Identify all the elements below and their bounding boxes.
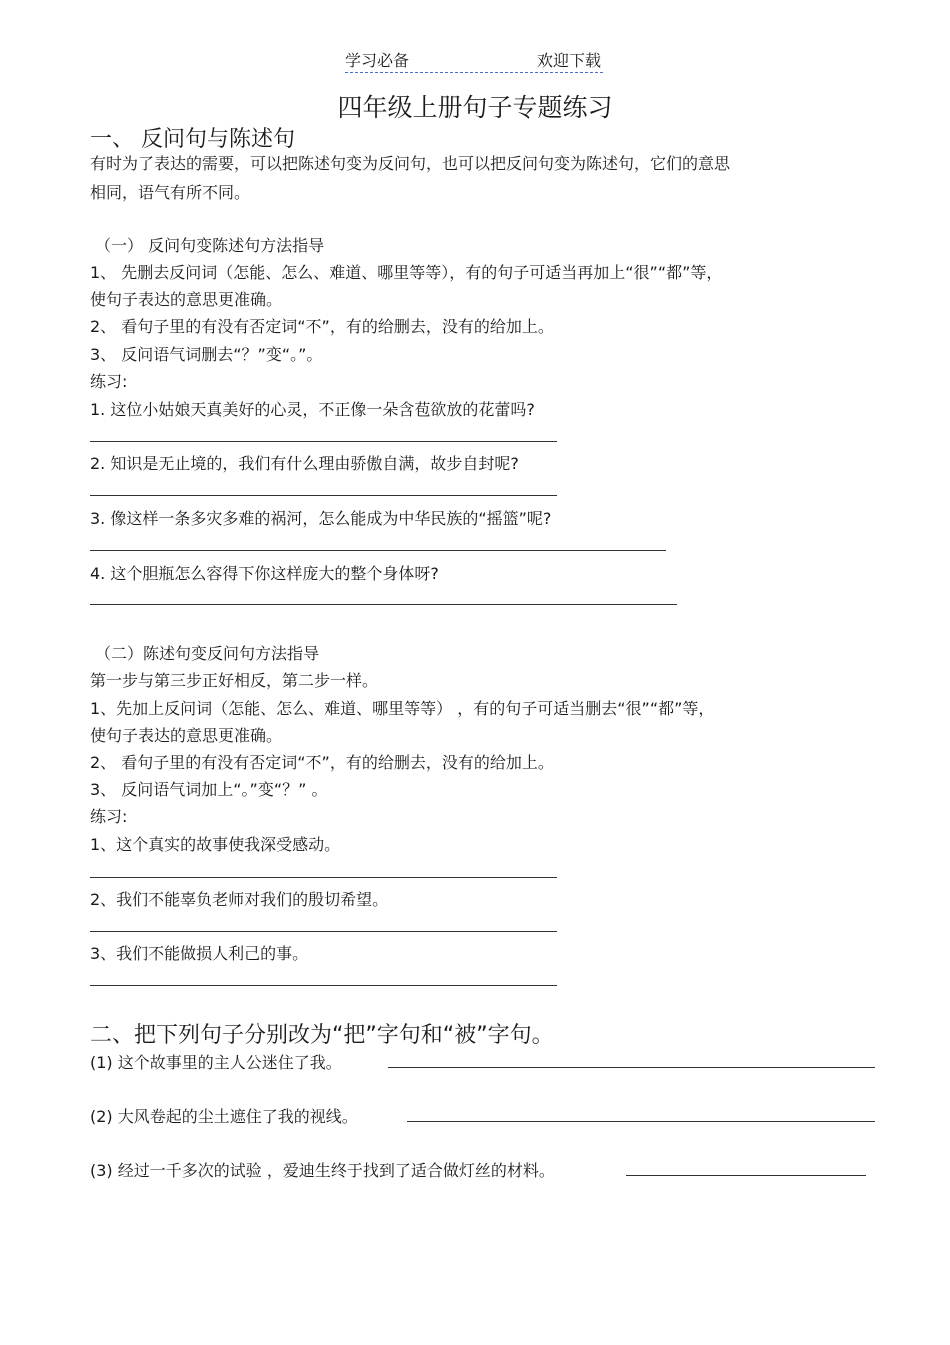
part2-question-1: 1、这个真实的故事使我深受感动。 xyxy=(90,835,341,854)
answer-line xyxy=(90,550,666,551)
part1-step1-line1: 1、 先删去反问词（怎能、怎么、难道、哪里等等），有的句子可适当再加上“很”“都”等， xyxy=(90,263,723,282)
section1-heading: 一、 反问句与陈述句 xyxy=(90,127,295,152)
header-left-text: 学习必备 xyxy=(345,51,410,70)
part2-step1-line1: 1、先加上反问词（怎能、怎么、难道、哪里等等） ，有的句子可适当删去“很”“都”等， xyxy=(90,699,715,718)
part2-question-3: 3、我们不能做损人利己的事。 xyxy=(90,944,309,963)
part2-practice-label: 练习: xyxy=(90,807,128,826)
section1-intro-line1: 有时为了表达的需要，可以把陈述句变为反问句，也可以把反问句变为陈述句，它们的意思 xyxy=(90,154,731,173)
answer-line xyxy=(90,985,557,986)
part1-question-4: 4. 这个胆瓶怎么容得下你这样庞大的整个身体呀? xyxy=(90,564,439,583)
part2-step1-line2: 使句子表达的意思更准确。 xyxy=(90,726,283,745)
section2-question-2: (2) 大风卷起的尘土遮住了我的视线。 xyxy=(90,1107,358,1126)
section2-question-1: (1) 这个故事里的主人公迷住了我。 xyxy=(90,1053,342,1072)
part1-practice-label: 练习: xyxy=(90,372,128,391)
part1-step2: 2、 看句子里的有没有否定词“不”，有的给删去，没有的给加上。 xyxy=(90,317,554,336)
answer-line xyxy=(407,1121,875,1122)
section2-heading: 二、把下列句子分别改为“把”字句和“被”字句。 xyxy=(90,1023,554,1048)
part2-step3: 3、 反问语气词加上“。”变“？” 。 xyxy=(90,780,328,799)
answer-line xyxy=(626,1175,866,1176)
part1-step1-line2: 使句子表达的意思更准确。 xyxy=(90,290,283,309)
answer-line xyxy=(90,441,557,442)
part1-question-2: 2. 知识是无止境的，我们有什么理由骄傲自满，故步自封呢? xyxy=(90,454,519,473)
part1-question-1: 1. 这位小姑娘天真美好的心灵，不正像一朵含苞欲放的花蕾吗? xyxy=(90,400,535,419)
part1-step3: 3、 反问语气词删去“？”变“。”。 xyxy=(90,345,323,364)
part2-question-2: 2、我们不能辜负老师对我们的殷切希望。 xyxy=(90,890,389,909)
page-header xyxy=(345,48,603,73)
section1-intro-line2: 相同，语气有所不同。 xyxy=(90,183,251,202)
answer-line xyxy=(90,931,557,932)
part1-heading: （一） 反问句变陈述句方法指导 xyxy=(95,236,325,255)
part2-note: 第一步与第三步正好相反，第二步一样。 xyxy=(90,671,379,690)
section2-question-3: (3) 经过一千多次的试验 ，爱迪生终于找到了适合做灯丝的材料。 xyxy=(90,1161,555,1180)
answer-line xyxy=(90,495,557,496)
part2-step2: 2、 看句子里的有没有否定词“不”，有的给删去，没有的给加上。 xyxy=(90,753,554,772)
part1-question-3: 3. 像这样一条多灾多难的祸河，怎么能成为中华民族的“摇篮”呢? xyxy=(90,509,552,528)
document-title: 四年级上册句子专题练习 xyxy=(337,93,613,122)
answer-line xyxy=(90,877,557,878)
header-right-text: 欢迎下载 xyxy=(536,51,601,70)
part2-heading: （二）陈述句变反问句方法指导 xyxy=(95,644,320,663)
answer-line xyxy=(90,604,677,605)
answer-line xyxy=(388,1067,875,1068)
